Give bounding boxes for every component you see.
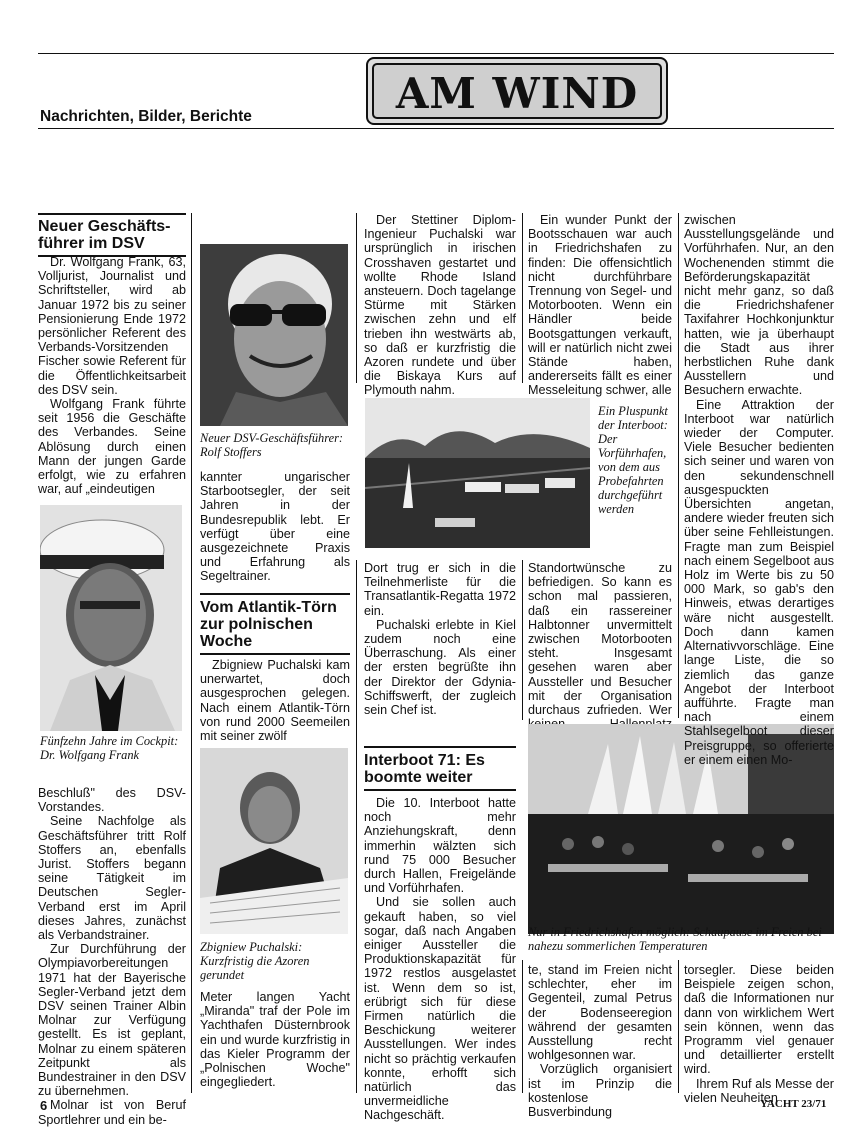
col3-headline: Interboot 71: Es boomte weiter [364, 752, 485, 786]
col1-headline: Neuer Geschäfts- führer im DSV [38, 218, 171, 252]
col4-text-top [528, 213, 672, 398]
col4-text-bottom [528, 963, 672, 1119]
col2-text-mid [200, 658, 350, 743]
paragraph: Meter langen Yacht „Miranda" traf der Pole im Yachthafen Düsternbrook ein und wurde kurzfristig in das Kieler Programm der „Polnischen Woche" eingegliedert. [200, 990, 350, 1090]
divider-col3-col4-lower [522, 960, 523, 1093]
magazine-issue: YACHT 23/71 [760, 1098, 827, 1110]
paragraph: Zbigniew Puchalski kam unerwartet, doch ausgesprochen gelegen. Nach einem Atlantik-Törn von rund 2000 Seemeilen mit seiner zwölf [200, 658, 350, 744]
puchalski-photo [200, 748, 348, 934]
am-wind-logo [366, 57, 668, 125]
col1-text-top [38, 255, 186, 496]
divider-col2-col3-lower [356, 560, 357, 1093]
paragraph: Vorzüglich organisiert ist im Prinzip die kostenlose Busverbindung [528, 1062, 672, 1120]
paragraph: Eine Attraktion der Interboot war natürlich wieder der Computer. Viele Besucher bedienten sich seiner und waren von den sekundenschnell ausgespuckten Übersichten angetan, andere wieder freuten sich über seine Fehlleistungen. Fragte man zum Beispiel nach einem Segelboot aus Holz im Werte bis zu 50 000 Mark, so gab's den Hinweis, etwas derartiges wäre nicht ausgestellt. Doch dann kamen Alternativvorschläge. Eine lange Liste, die so ziemlich das ganze Angebot der Interboot aufführte. Fragte man nach einem Stahlsegelboot dieser Preisgruppe, so offerierte er einem einen Mo- [684, 397, 834, 767]
divider-col3-col4-mid [522, 560, 523, 720]
harbor-photo [365, 398, 590, 548]
frank-photo-caption: Fünfzehn Jahre im Cockpit: Dr. Wolfgang Frank [40, 734, 179, 762]
col1-headline-box [38, 213, 186, 257]
divider-col3-col4 [522, 213, 523, 383]
paragraph: Beschluß" des DSV-Vorstandes. [38, 786, 186, 815]
harbor-photo-caption: Ein Pluspunkt der Interboot: Der Vorführhafen, von dem aus Probefahrten durchgeführt werden [598, 404, 668, 516]
page-number: 6 [40, 1098, 48, 1113]
paragraph: torsegler. Diese beiden Beispiele zeigen schon, daß die Informationen nur dann von wirklichem Wert sein können, wenn das Programm viel genauer und detaillierter erstellt wird. [684, 963, 834, 1077]
paragraph: Ein wunder Punkt der Bootsschauen war auch in Friedrichshafen zu finden: Die offensichtlich nicht durchführbare Trennung von Segel- und Motorbooten. Wenn ein Händler beide Bootsgattungen verkauft, will er natürlich nicht zwei Stände haben, andererseits fällt es einer Messeleitung schwer, alle [528, 213, 672, 398]
frank-portrait-photo [40, 505, 182, 731]
divider-col4-col5-lower [678, 960, 679, 1093]
header-bottom-rule [38, 128, 834, 129]
divider-col4-col5 [678, 213, 679, 718]
divider-col1-col2 [191, 213, 192, 1093]
col5-text-top [684, 213, 834, 767]
col3-text-top [364, 213, 516, 398]
paragraph: Dr. Wolfgang Frank, 63, Volljurist, Journalist und Schriftsteller, wird ab Januar 1972 bis zu seiner Pensionierung Ende 1972 persönlicher Referent des Verbands-Vorsitzenden Fischer sowie Referent für die Öffentlichkeitsarbeit des DSV sein. [38, 255, 186, 397]
header-top-rule [38, 53, 834, 54]
col2-headline-box [200, 593, 350, 655]
paragraph: Seine Nachfolge als Geschäftsführer tritt Rolf Stoffers an, ebenfalls Jurist. Stoffers begann seine Tätigkeit im Deutschen Segler-Verband erst im April dieses Jahres, zunächst als Verbandstrainer. [38, 814, 186, 943]
paragraph: Puchalski erlebte in Kiel zudem noch eine Überraschung. Als einer der ersten begrüßte ihn der Direktor der Gdynia-Schiffswerft, der zugleich sein Chef ist. [364, 617, 516, 718]
col2-text-bottom [200, 990, 350, 1089]
stoffers-photo-caption: Neuer DSV-Geschäftsführer: Rolf Stoffers [200, 431, 344, 459]
col3-headline-box [364, 746, 516, 791]
divider-col2-col3 [356, 213, 357, 383]
paragraph: Zur Durchführung der Olympiavorbereitungen 1971 hat der Bayerische Segler-Verband jetzt dem DSV seinen Trainer Albin Molnar zur Verfügung gestellt. Es ist geplant, Molnar zu einem späteren Zeitpunkt als Bundestrainer in den DSV zu übernehmen. [38, 942, 186, 1099]
puchalski-photo-caption: Zbigniew Puchalski: Kurzfristig die Azoren gerundet [200, 940, 310, 982]
paragraph: Der Stettiner Diplom-Ingenieur Puchalski war ursprünglich in irischen Crosshaven gestartet und wollte Rhode Island ansteuern. Doch tagelange Stürme mit Stärken zwischen zehn und elf trieben ihn westwärts ab, so daß er kurzfristig die Azoren rundete und über die Biskaya Kurs auf Plymouth nahm. [364, 213, 516, 398]
paragraph: Die 10. Interboot hatte noch mehr Anziehungskraft, denn immerhin wälzten sich rund 75 000 Besucher durch Hallen, Freigelände und Vorführhafen. [364, 796, 516, 896]
paragraph: te, stand im Freien nicht schlechter, eher im Gegenteil, zumal Petrus der Bodenseeregion während der gesamten Ausstellung recht wohlgesonnen war. [528, 963, 672, 1063]
logo-text: AM WIND [395, 69, 639, 118]
col1-text-bottom [38, 786, 186, 1127]
paragraph: zwischen Ausstellungsgelände und Vorführhafen. Nur, an den Wochenenden stimmt die Beförderungskapazität nicht mehr ganz, so daß die Friedrichshafener Taxifahrer Hochkonjunktur hatten, wie ja überhaupt die Stadt aus ihrer herbstlichen Ruhe dank Ausstellern und Besuchern erwachte. [684, 213, 834, 398]
crowd-photo-caption: Nur in Friedrichshafen möglich: Schaupause im Freien bei nahezu sommerlichen Temperaturen [528, 925, 822, 953]
paragraph: kannter ungarischer Starbootsegler, der seit Jahren in der Bundesrepublik lebt. Er verfügt über eine ausgezeichnete Praxis und Erfahrung als Segeltrainer. [200, 470, 350, 584]
col2-headline: Vom Atlantik-Törn zur polnischen Woche [200, 599, 337, 650]
col5-text-bottom [684, 963, 834, 1105]
paragraph: Molnar ist von Beruf Sportlehrer und ein be- [38, 1098, 186, 1127]
paragraph: Dort trug er sich in die Teilnehmerliste für die Transatlantik-Regatta 1972 ein. [364, 561, 516, 618]
paragraph: Ihrem Ruf als Messe der vielen Neuheiten [684, 1076, 834, 1105]
paragraph: Standortwünsche zu befriedigen. So kann es schon mal passieren, daß ein rassereiner Halbtonner unvermittelt zwischen Motorbooten steht. Insgesamt gesehen waren aber Aussteller und Besucher mit der Organisation durchaus zufrieden. Wer [528, 561, 672, 718]
paragraph: Wolfgang Frank führte seit 1956 die Geschäfte des Verbandes. Seine Ablösung durch einen Mann der jungen Garde erfolgt, wie zu erfahren war, auf „eindeutigen [38, 397, 186, 497]
section-title: Nachrichten, Bilder, Berichte [40, 108, 252, 125]
paragraph: Und sie sollen auch gekauft haben, so viel sogar, daß nach Angaben einiger Aussteller die Produktionskapazität für 1972 restlos ausgelastet ist. Wenn dem so ist, erübrigt sich für diese Firmen natürlich die Beschickung weiterer Ausstellungen. Wer indes nicht so prächtig verkaufen konnte, erhofft sich natürlich das unvermeidliche Nachgeschäft. [364, 895, 516, 1123]
stoffers-portrait-photo [200, 244, 348, 426]
col2-text-top [200, 470, 350, 584]
col3-text-bottom [364, 796, 516, 1123]
col4-text-mid [528, 561, 672, 746]
col3-text-mid [364, 561, 516, 717]
